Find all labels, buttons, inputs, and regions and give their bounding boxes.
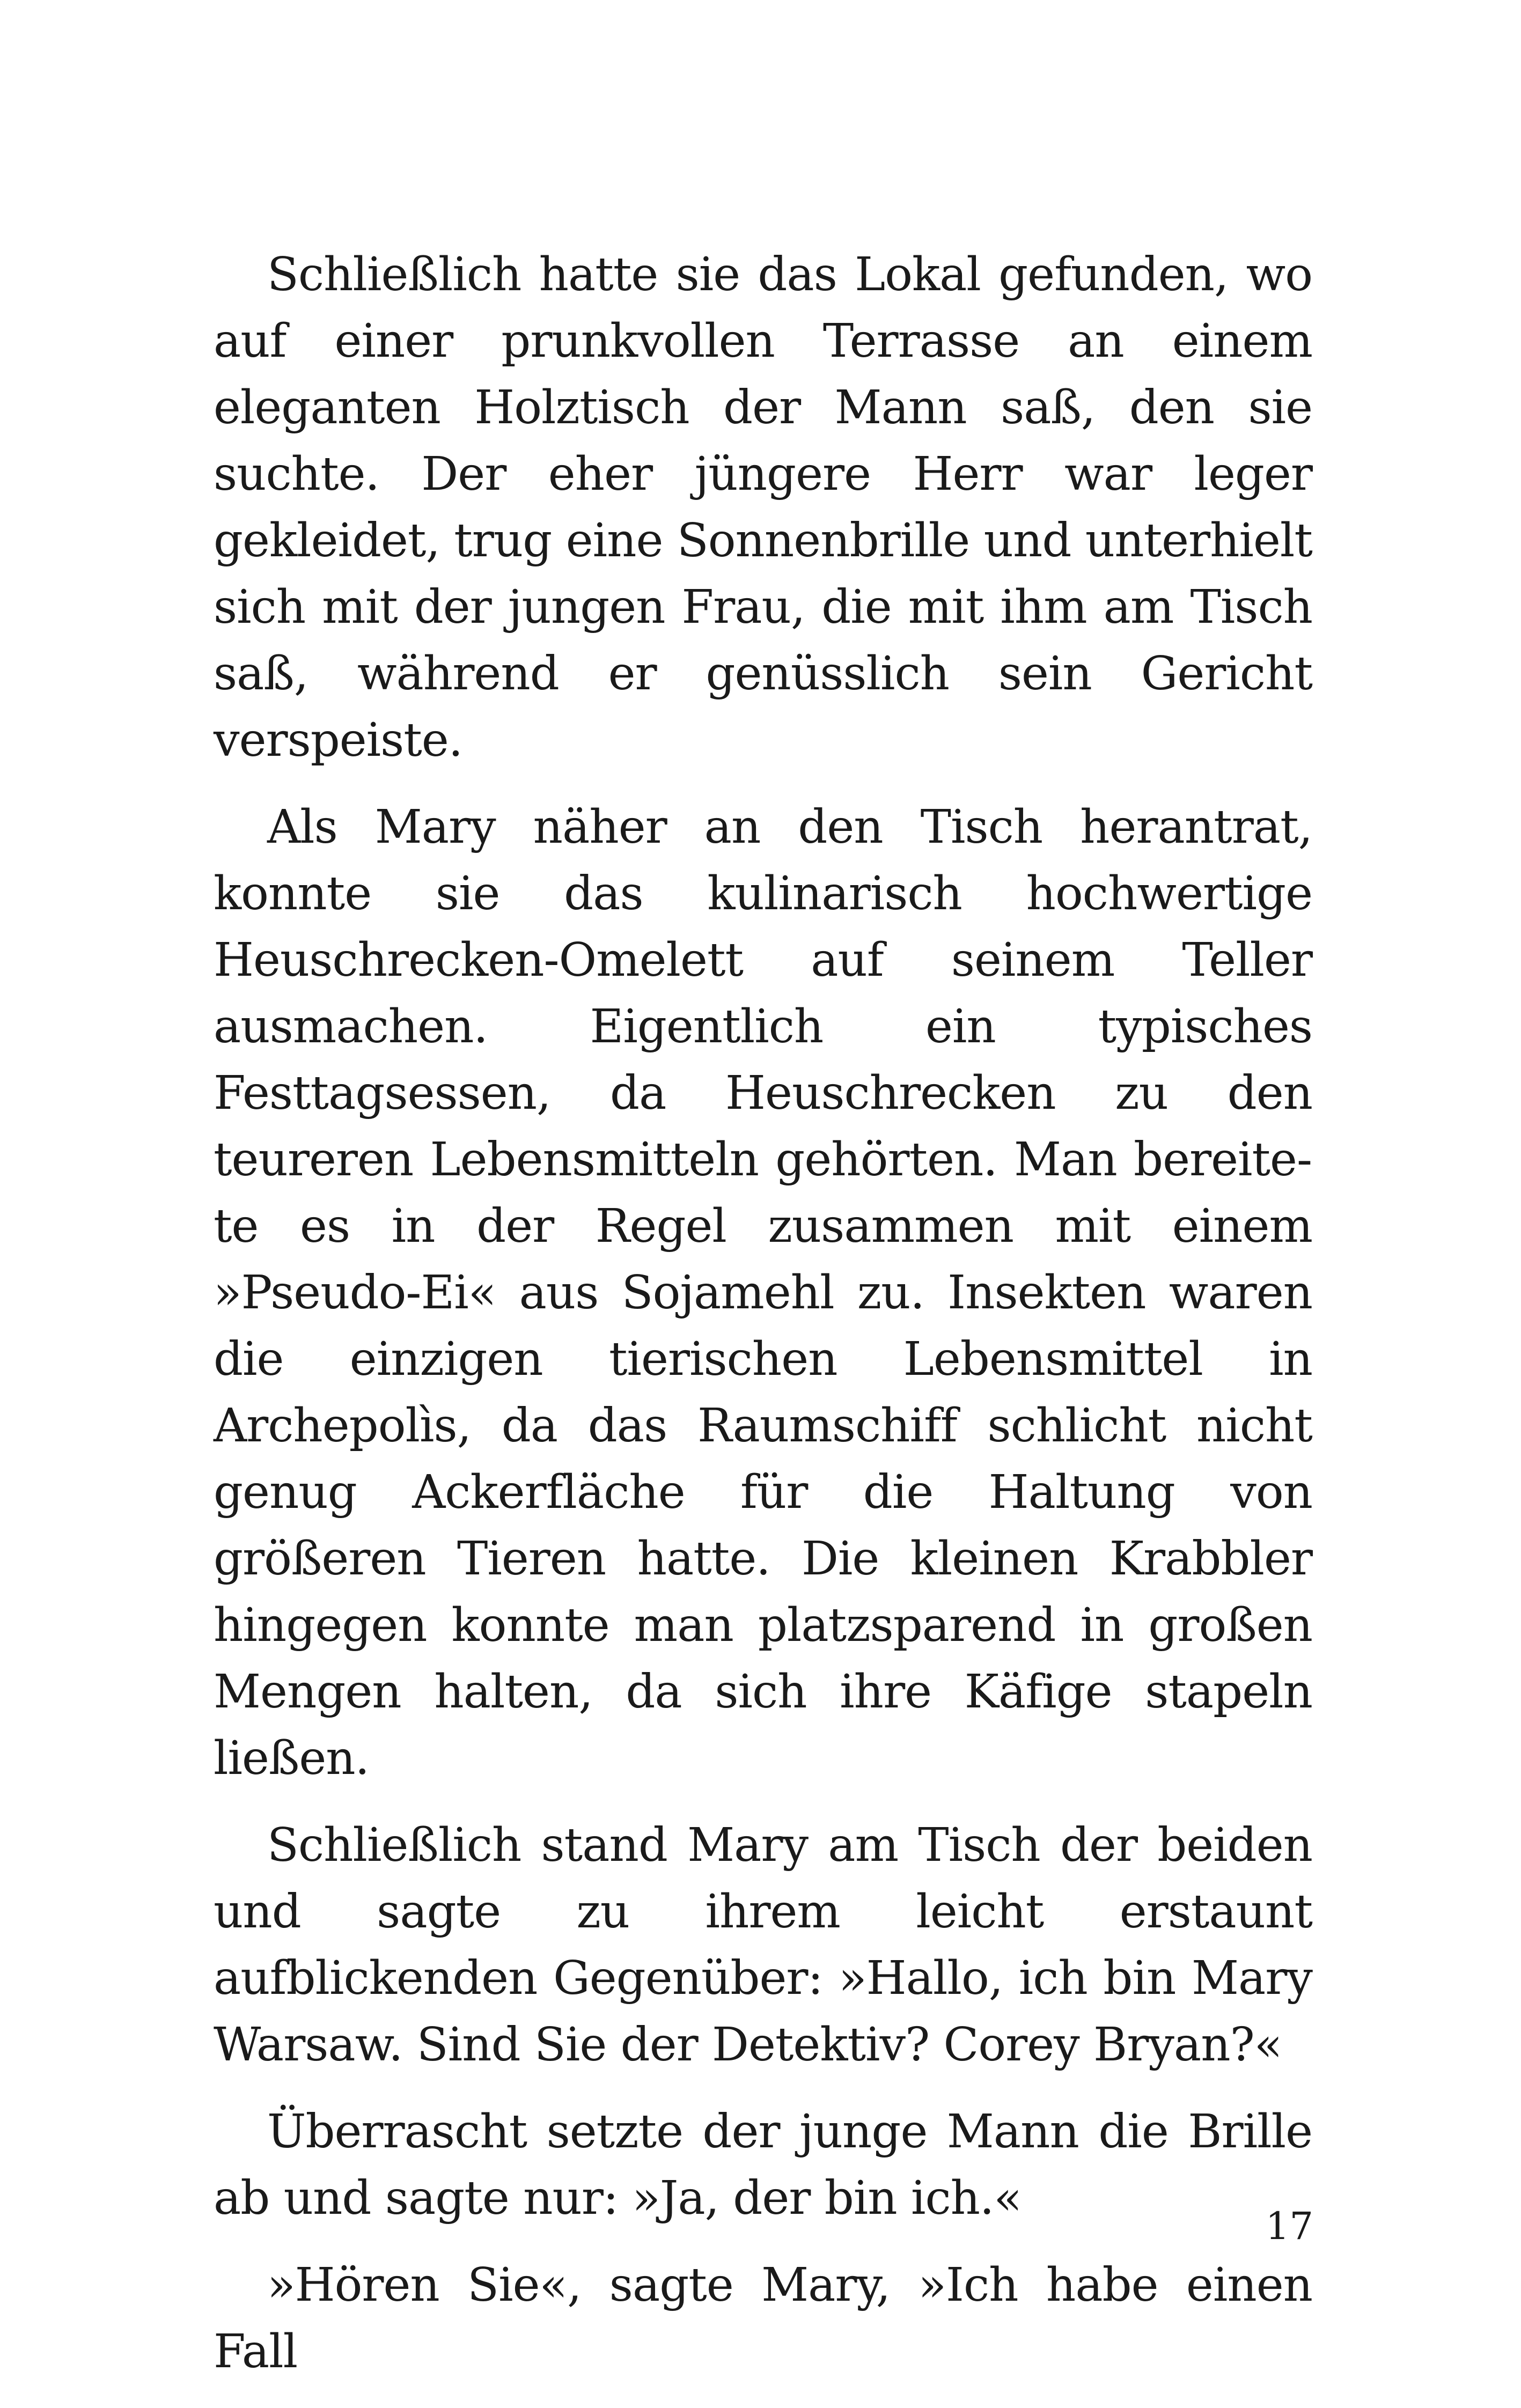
paragraph-3: Schließlich stand Mary am Tisch der beiden und sagte zu ihrem leicht erstaunt aufblickenden Gegenüber: »Hallo, ich bin Mary Warsaw. Sind Sie der Detektiv? Corey Bryan?« xyxy=(214,1818,1312,2072)
paragraph-2: Als Mary näher an den Tisch herantrat, konnte sie das kulinarisch hochwertige Heuschrecken-Omelett auf seinem Teller ausmachen. Eigentlich ein typisches Festtagsessen, da Heuschrecken zu den teureren Lebensmitteln gehörten. Man bereitete es in der Regel zusammen mit einem »Pseudo-Ei« aus Sojamehl zu. Insekten waren die einzigen tierischen Lebensmittel in Archepolìs, da das Raumschiff schlicht nicht genug Ackerfläche für die Haltung von größeren Tieren hatte. Die kleinen Krabbler hingegen konnte man platzsparend in großen Mengen halten, da sich ihre Käfige stapeln ließen. xyxy=(214,800,1312,1785)
paragraph-5: »Hören Sie«, sagte Mary, »Ich habe einen Fall xyxy=(214,2258,1312,2378)
page-number: 17 xyxy=(1265,2204,1313,2248)
body-text xyxy=(214,241,1312,2405)
paragraph-1: Schließlich hatte sie das Lokal gefunden, wo auf einer prunkvollen Terrasse an einem eleganten Holztisch der Mann saß, den sie suchte. Der eher jüngere Herr war leger gekleidet, trug eine Sonnenbrille und unterhielt sich mit der jungen Frau, die mit ihm am Tisch saß, während er genüsslich sein Gericht verspeiste. xyxy=(214,248,1312,767)
paragraph-4: Überrascht setzte der junge Mann die Brille ab und sagte nur: »Ja, der bin ich.« xyxy=(214,2105,1312,2225)
